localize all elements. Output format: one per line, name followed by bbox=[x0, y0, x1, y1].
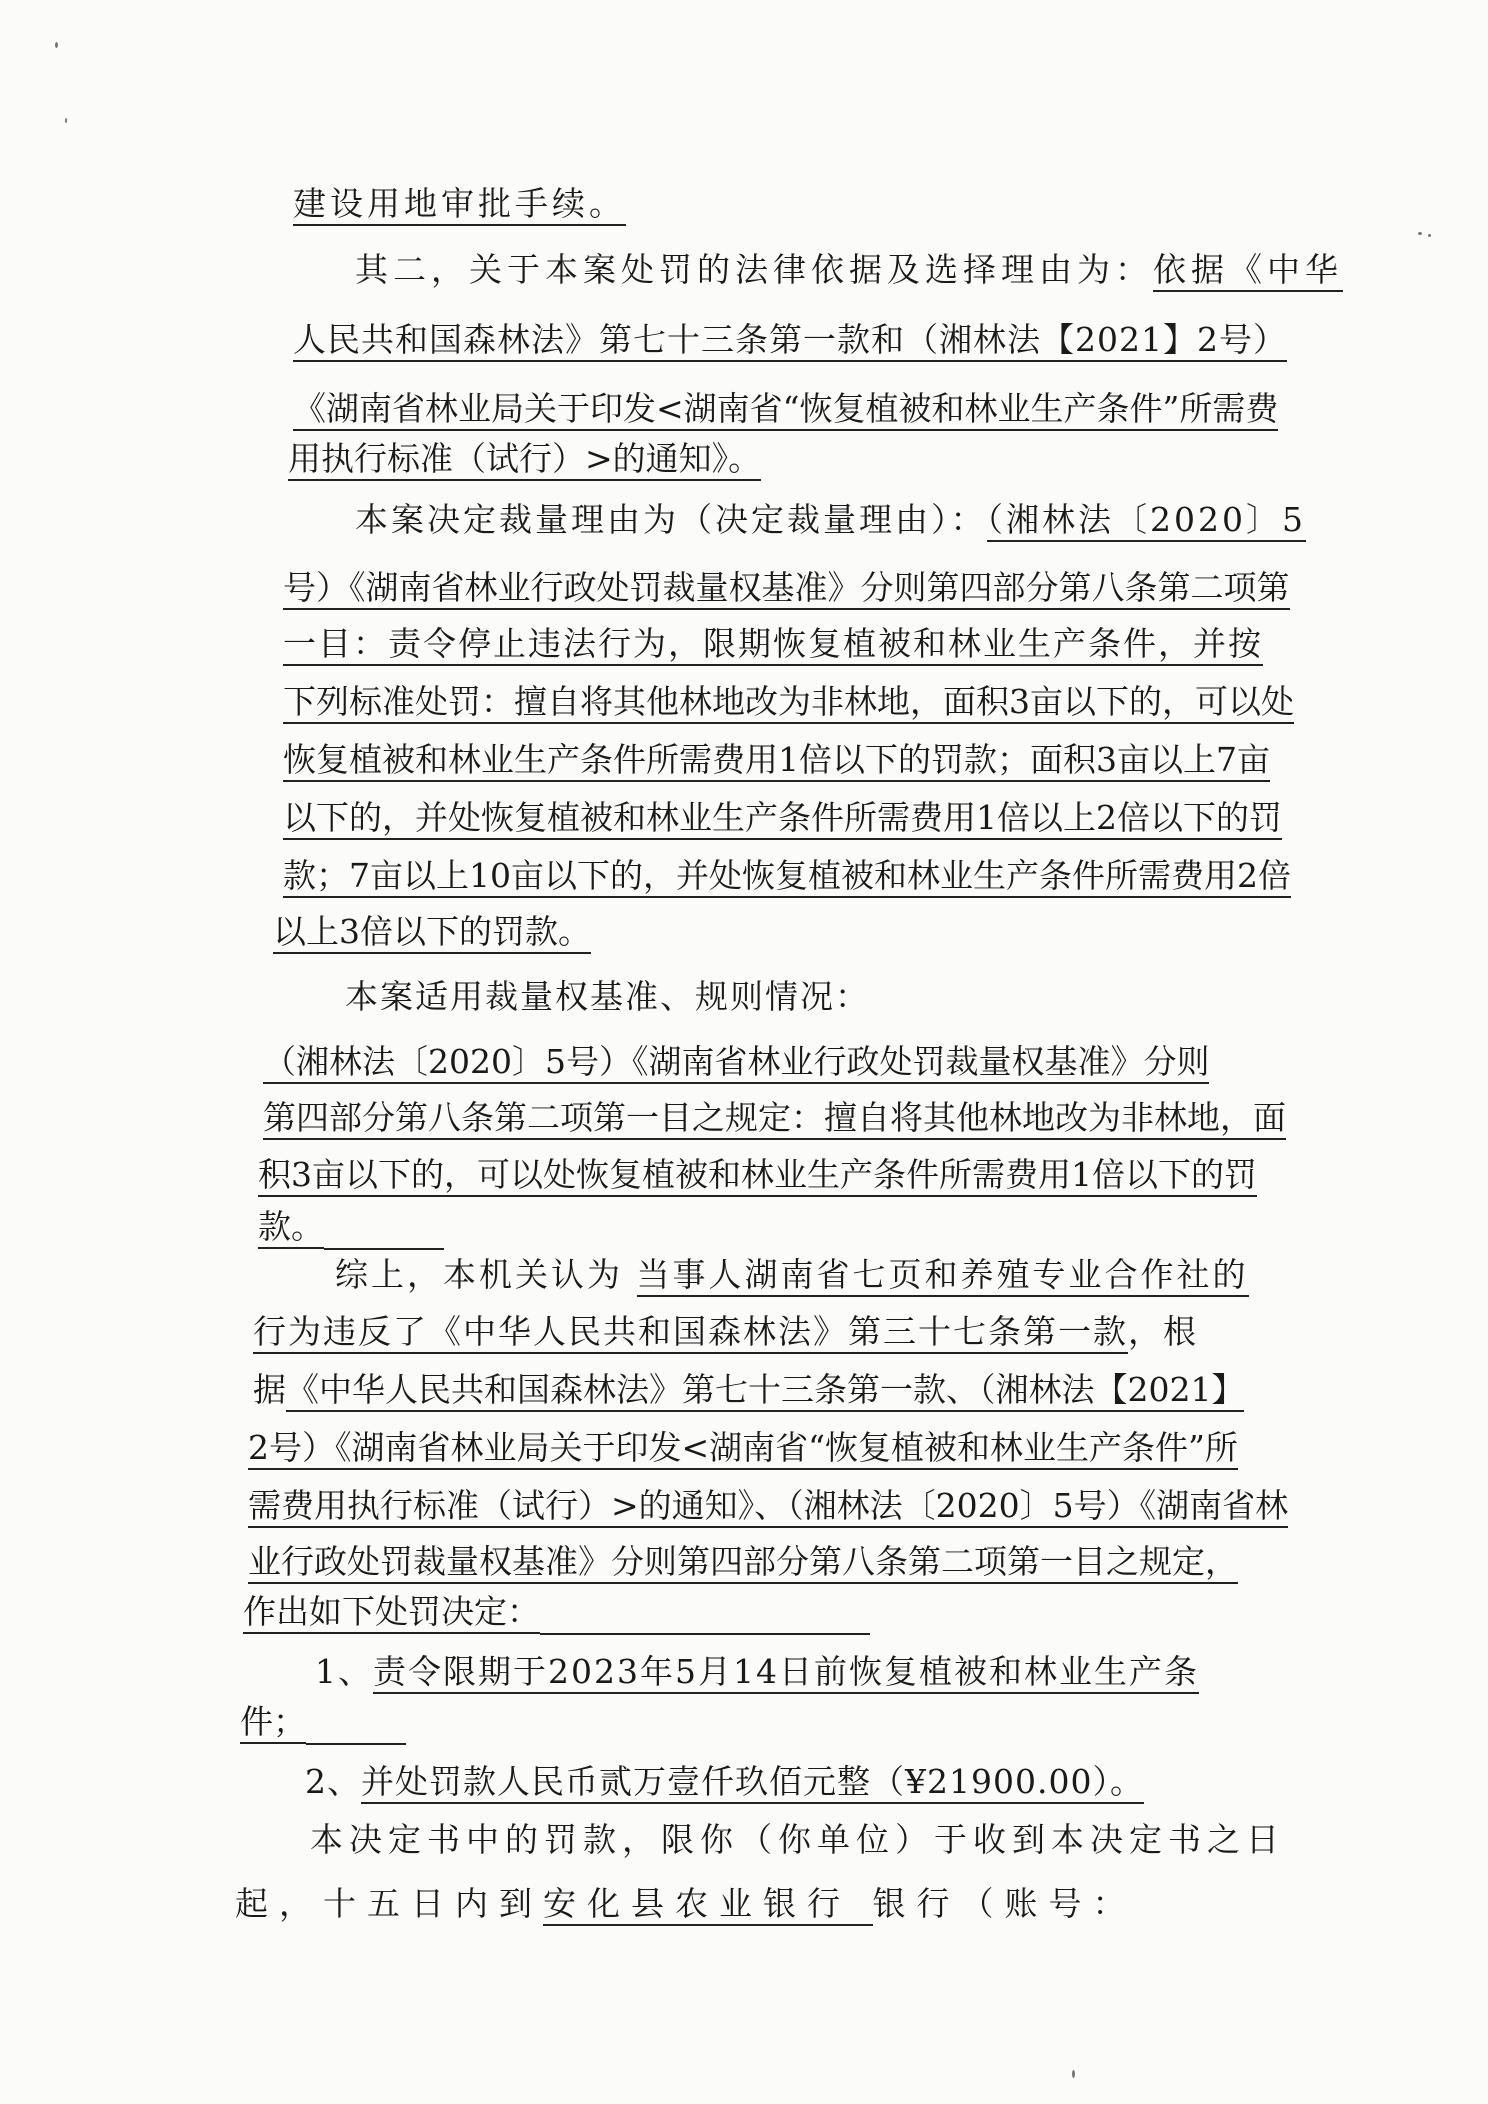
text-line bbox=[293, 182, 626, 226]
underlined-text: 款；7亩以上10亩以下的，并处恢复植被和林业生产条件所需费用2倍 bbox=[283, 856, 1291, 898]
blank-underline bbox=[306, 1709, 406, 1745]
underlined-text: 并处罚款人民币贰万壹仟玖佰元整（¥21900.00）。 bbox=[361, 1762, 1144, 1804]
text-line bbox=[240, 1700, 406, 1745]
scan-speck bbox=[1418, 232, 1422, 235]
underlined-text: 依据《中华 bbox=[1153, 250, 1343, 292]
text-line bbox=[258, 1205, 444, 1250]
text-segment: ，根 bbox=[1128, 1312, 1198, 1351]
text-line bbox=[345, 975, 870, 1019]
text-segment: 本案适用裁量权基准、规则情况： bbox=[345, 977, 870, 1016]
text-line bbox=[310, 1818, 1285, 1862]
text-line bbox=[283, 680, 1294, 724]
text-line bbox=[315, 1650, 1199, 1694]
underlined-text: 行为违反了《中华人民共和国森林法》第三十七条第一款 bbox=[253, 1312, 1128, 1354]
text-line bbox=[263, 1096, 1286, 1140]
text-segment: 2、 bbox=[305, 1762, 361, 1801]
underlined-text: 业行政处罚裁量权基准》分则第四部分第八条第二项第一目之规定， bbox=[248, 1542, 1238, 1584]
text-line bbox=[293, 387, 1278, 431]
underlined-text: 当事人湖南省七页和养殖专业合作社的 bbox=[637, 1255, 1249, 1297]
underlined-text: 需费用执行标准（试行）>的通知》、（湘林法〔2020〕5号）《湖南省林 bbox=[248, 1486, 1288, 1528]
underlined-text: 恢复植被和林业生产条件所需费用1倍以下的罚款；面积3亩以上7亩 bbox=[283, 740, 1270, 782]
text-line bbox=[258, 1153, 1257, 1197]
text-line bbox=[253, 1310, 1198, 1354]
underlined-text: 款。 bbox=[258, 1207, 324, 1249]
underlined-text: 责令限期于2023年5月14日前恢复植被和林业生产条 bbox=[373, 1652, 1199, 1694]
underlined-text: 《中华人民共和国森林法》第七十三条第一款、（湘林法【2021】 bbox=[286, 1370, 1244, 1412]
text-segment: 综上，本机关认为 bbox=[335, 1255, 637, 1294]
text-line bbox=[335, 1253, 1249, 1297]
text-line bbox=[283, 796, 1282, 840]
text-line bbox=[355, 498, 1306, 542]
underlined-text: （湘林法〔2020〕5号）《湖南省林业行政处罚裁量权基准》分则 bbox=[263, 1042, 1209, 1084]
text-line bbox=[253, 1368, 1244, 1412]
underlined-text: 积3亩以下的，可以处恢复植被和林业生产条件所需费用1倍以下的罚 bbox=[258, 1155, 1257, 1197]
scan-speck bbox=[1428, 234, 1431, 237]
underlined-text: 第四部分第八条第二项第一目之规定：擅自将其他林地改为非林地，面 bbox=[263, 1098, 1286, 1140]
blank-underline bbox=[540, 1599, 870, 1635]
scan-speck bbox=[65, 118, 67, 123]
text-line bbox=[248, 1484, 1288, 1528]
underlined-text: 用执行标准（试行）>的通知》。 bbox=[288, 439, 761, 481]
underlined-text: 建设用地审批手续。 bbox=[293, 184, 626, 226]
text-line bbox=[305, 1760, 1144, 1804]
underlined-text: 安化县农业银行 bbox=[543, 1884, 873, 1926]
underlined-text: 一目：责令停止违法行为，限期恢复植被和林业生产条件，并按 bbox=[283, 624, 1263, 666]
text-line bbox=[293, 318, 1287, 362]
underlined-text: （湘林法〔2020〕5 bbox=[987, 500, 1306, 542]
text-line bbox=[283, 854, 1291, 898]
underlined-text: 件； bbox=[240, 1702, 306, 1744]
underlined-text: 以下的，并处恢复植被和林业生产条件所需费用1倍以上2倍以下的罚 bbox=[283, 798, 1282, 840]
underlined-text: 人民共和国森林法》第七十三条第一款和（湘林法【2021】2号） bbox=[293, 320, 1287, 362]
text-segment: 本决定书中的罚款，限你（你单位）于收到本决定书之日 bbox=[310, 1820, 1285, 1859]
text-segment: 本案决定裁量理由为（决定裁量理由）： bbox=[355, 500, 987, 539]
text-segment: 起，十五日内到 bbox=[235, 1884, 543, 1923]
text-line bbox=[288, 437, 761, 481]
text-line bbox=[248, 1540, 1238, 1584]
underlined-text: 号）《湖南省林业行政处罚裁量权基准》分则第四部分第八条第二项第 bbox=[283, 568, 1290, 610]
text-line bbox=[283, 566, 1290, 610]
underlined-text: 2号）《湖南省林业局关于印发<湖南省“恢复植被和林业生产条件”所 bbox=[248, 1428, 1238, 1470]
underlined-text: 《湖南省林业局关于印发<湖南省“恢复植被和林业生产条件”所需费 bbox=[293, 389, 1278, 431]
text-line bbox=[243, 1590, 870, 1635]
text-line bbox=[235, 1882, 1137, 1926]
text-line bbox=[355, 248, 1343, 292]
text-line bbox=[263, 1040, 1209, 1084]
scan-speck bbox=[55, 42, 58, 48]
text-segment: 据 bbox=[253, 1370, 286, 1409]
text-segment: 其二，关于本案处罚的法律依据及选择理由为： bbox=[355, 250, 1153, 289]
underlined-text: 作出如下处罚决定： bbox=[243, 1592, 540, 1634]
text-line bbox=[273, 910, 591, 954]
text-segment: 银行（账号： bbox=[872, 1884, 1137, 1923]
blank-underline bbox=[324, 1214, 444, 1250]
text-line bbox=[283, 738, 1270, 782]
underlined-text: 下列标准处罚：擅自将其他林地改为非林地，面积3亩以下的，可以处 bbox=[283, 682, 1294, 724]
underlined-text: 以上3倍以下的罚款。 bbox=[273, 912, 591, 954]
text-segment: 1、 bbox=[315, 1652, 373, 1691]
scan-speck bbox=[1072, 2070, 1075, 2078]
text-line bbox=[283, 622, 1263, 666]
text-line bbox=[248, 1426, 1238, 1470]
